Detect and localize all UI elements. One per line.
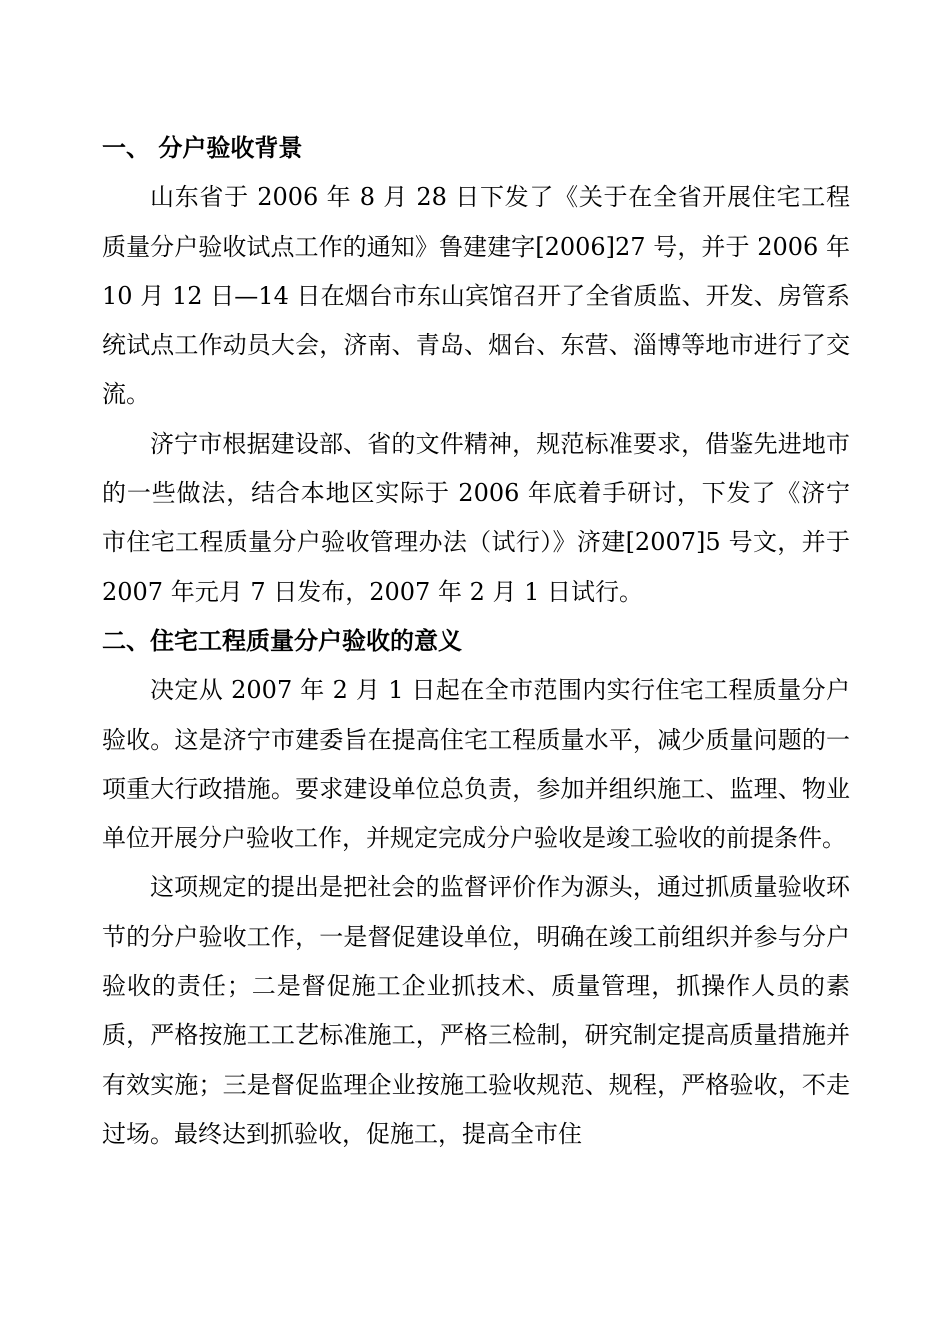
paragraph-implementation-decision: 决定从 2007 年 2 月 1 日起在全市范围内实行住宅工程质量分户验收。这是济宁市建委旨在提高住宅工程质量水平，减少质量问题的一项重大行政措施。要求建设单位总负责，参加并组织施工、监理、物业单位开展分户验收工作，并规定完成分户验收是竣工验收的前提条件。	[102, 676, 850, 853]
document-page	[102, 124, 850, 1159]
paragraph-jining-measures: 济宁市根据建设部、省的文件精神，规范标准要求，借鉴先进地市的一些做法，结合本地区实际于 2006 年底着手研讨，下发了《济宁市住宅工程质量分户验收管理办法（试行）》济建[2007]5 号文，并于 2007 年元月 7 日发布，2007 年 2 月 1 日试行。	[102, 429, 850, 606]
paragraph-provincial-notice: 山东省于 2006 年 8 月 28 日下发了《关于在全省开展住宅工程质量分户验收试点工作的通知》鲁建建字[2006]27 号，并于 2006 年 10 月 12 日—14 日在烟台市东山宾馆召开了全省质监、开发、房管系统试点工作动员大会，济南、青岛、烟台、东营、淄博等地市进行了交流。	[102, 183, 850, 409]
section-heading-background: 一、 分户验收背景	[102, 134, 303, 162]
section-heading-significance: 二、住宅工程质量分户验收的意义	[102, 626, 462, 655]
paragraph-regulation-purpose: 这项规定的提出是把社会的监督评价作为源头，通过抓质量验收环节的分户验收工作，一是督促建设单位，明确在竣工前组织并参与分户验收的责任；二是督促施工企业抓技术、质量管理，抓操作人员的素质，严格按施工工艺标准施工，严格三检制，研究制定提高质量措施并有效实施；三是督促监理企业按施工验收规范、规程，严格验收，不走过场。最终达到抓验收，促施工，提高全市住	[102, 873, 850, 1148]
